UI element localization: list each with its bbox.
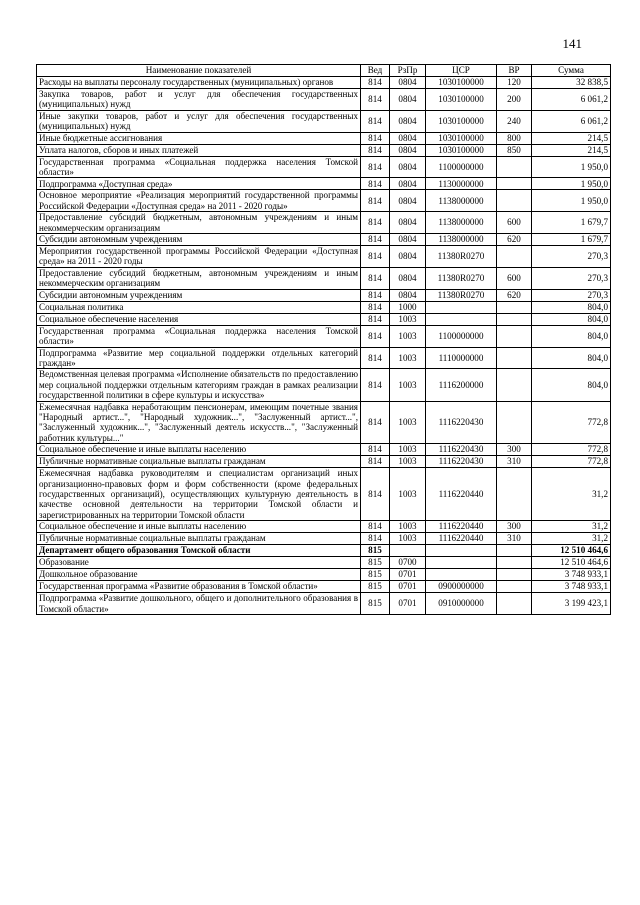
cell-csr: 1030100000 (426, 77, 497, 89)
cell-rzpr: 1003 (390, 533, 426, 545)
cell-rzpr: 1003 (390, 325, 426, 347)
cell-ved: 814 (361, 401, 390, 444)
cell-rzpr: 1003 (390, 521, 426, 533)
table-row (37, 156, 611, 178)
table-row (37, 178, 611, 190)
cell-ved: 814 (361, 190, 390, 212)
cell-ved: 814 (361, 246, 390, 268)
cell-sum: 31,2 (532, 533, 611, 545)
cell-name: Предоставление субсидий бюджетным, автономным учреждениям и иным некоммерческим организациям (37, 267, 361, 289)
table-row (37, 212, 611, 234)
cell-rzpr: 1003 (390, 313, 426, 325)
table-row (37, 533, 611, 545)
cell-csr: 1030100000 (426, 110, 497, 132)
cell-sum: 1 950,0 (532, 156, 611, 178)
cell-vr: 620 (497, 234, 532, 246)
table-row (37, 401, 611, 444)
table-row (37, 325, 611, 347)
table-row (37, 77, 611, 89)
cell-ved: 814 (361, 521, 390, 533)
cell-csr (426, 545, 497, 557)
table-row (37, 234, 611, 246)
cell-csr: 1100000000 (426, 325, 497, 347)
cell-rzpr: 1003 (390, 444, 426, 456)
cell-csr: 1116200000 (426, 369, 497, 401)
cell-name: Подпрограмма «Доступная среда» (37, 178, 361, 190)
cell-vr (497, 178, 532, 190)
cell-ved: 814 (361, 89, 390, 111)
cell-vr: 200 (497, 89, 532, 111)
cell-vr: 310 (497, 456, 532, 468)
cell-ved: 814 (361, 234, 390, 246)
header-csr: ЦСР (426, 65, 497, 77)
cell-rzpr: 0804 (390, 234, 426, 246)
cell-ved: 814 (361, 144, 390, 156)
cell-csr: 1030100000 (426, 132, 497, 144)
cell-sum: 772,8 (532, 444, 611, 456)
cell-name: Социальное обеспечение и иные выплаты населению (37, 521, 361, 533)
cell-ved: 814 (361, 132, 390, 144)
cell-csr: 1130000000 (426, 178, 497, 190)
cell-sum: 804,0 (532, 369, 611, 401)
cell-vr: 310 (497, 533, 532, 545)
cell-ved: 815 (361, 545, 390, 557)
cell-rzpr: 0804 (390, 289, 426, 301)
cell-name: Субсидии автономным учреждениям (37, 289, 361, 301)
cell-vr: 240 (497, 110, 532, 132)
table-row (37, 132, 611, 144)
table-row (37, 313, 611, 325)
cell-rzpr: 1003 (390, 468, 426, 521)
cell-name: Расходы на выплаты персоналу государственных (муниципальных) органов (37, 77, 361, 89)
cell-csr: 0910000000 (426, 593, 497, 615)
table-row (37, 301, 611, 313)
cell-rzpr: 0804 (390, 267, 426, 289)
cell-rzpr: 1003 (390, 401, 426, 444)
cell-sum: 270,3 (532, 267, 611, 289)
cell-name: Предоставление субсидий бюджетным, автономным учреждениям и иным некоммерческим организациям (37, 212, 361, 234)
cell-csr: 1138000000 (426, 234, 497, 246)
cell-sum: 270,3 (532, 246, 611, 268)
cell-csr: 11380R0270 (426, 246, 497, 268)
cell-ved: 814 (361, 77, 390, 89)
cell-sum: 1 950,0 (532, 190, 611, 212)
cell-sum: 12 510 464,6 (532, 557, 611, 569)
cell-sum: 3 199 423,1 (532, 593, 611, 615)
cell-name: Государственная программа «Развитие образования в Томской области» (37, 581, 361, 593)
cell-ved: 814 (361, 444, 390, 456)
table-row (37, 557, 611, 569)
cell-name: Социальное обеспечение и иные выплаты населению (37, 444, 361, 456)
table-row (37, 144, 611, 156)
cell-rzpr: 0804 (390, 144, 426, 156)
cell-sum: 31,2 (532, 521, 611, 533)
cell-rzpr: 0804 (390, 190, 426, 212)
cell-ved: 815 (361, 557, 390, 569)
cell-name: Ежемесячная надбавка руководителям и специалистам организаций иных организационно-правовых форм и форм собственности (кроме федеральных государственных организаций), осуществляющих культурную деятельность в качестве основной деятельности на территории Томской области и зарегистрированных на территории Томской области (37, 468, 361, 521)
cell-csr: 11380R0270 (426, 289, 497, 301)
cell-ved: 814 (361, 267, 390, 289)
cell-csr: 1116220440 (426, 533, 497, 545)
cell-sum: 214,5 (532, 144, 611, 156)
cell-rzpr: 0804 (390, 178, 426, 190)
cell-csr: 1110000000 (426, 347, 497, 369)
cell-rzpr: 1003 (390, 347, 426, 369)
cell-ved: 814 (361, 301, 390, 313)
table-row (37, 468, 611, 521)
header-rzpr: РзПр (390, 65, 426, 77)
table-header (37, 65, 611, 77)
table-row (37, 581, 611, 593)
cell-vr (497, 569, 532, 581)
cell-rzpr: 0804 (390, 89, 426, 111)
cell-ved: 815 (361, 569, 390, 581)
cell-csr: 1138000000 (426, 212, 497, 234)
table-row (37, 569, 611, 581)
cell-ved: 814 (361, 212, 390, 234)
cell-vr (497, 313, 532, 325)
cell-sum: 3 748 933,1 (532, 569, 611, 581)
cell-sum: 32 838,5 (532, 77, 611, 89)
table-row (37, 289, 611, 301)
cell-csr (426, 301, 497, 313)
cell-vr (497, 156, 532, 178)
cell-vr: 120 (497, 77, 532, 89)
cell-sum: 6 061,2 (532, 110, 611, 132)
cell-vr (497, 545, 532, 557)
table-row (37, 267, 611, 289)
cell-vr: 300 (497, 444, 532, 456)
cell-name: Иные бюджетные ассигнования (37, 132, 361, 144)
cell-name: Закупка товаров, работ и услуг для обеспечения государственных (муниципальных) нужд (37, 89, 361, 111)
table-row (37, 89, 611, 111)
cell-name: Подпрограмма «Развитие дошкольного, общего и дополнительного образования в Томской области» (37, 593, 361, 615)
table-row (37, 456, 611, 468)
cell-name: Подпрограмма «Развитие мер социальной поддержки отдельных категорий граждан» (37, 347, 361, 369)
cell-vr: 620 (497, 289, 532, 301)
cell-rzpr: 0701 (390, 593, 426, 615)
cell-vr (497, 593, 532, 615)
cell-csr: 1030100000 (426, 89, 497, 111)
cell-sum: 1 679,7 (532, 234, 611, 246)
cell-ved: 814 (361, 289, 390, 301)
cell-rzpr: 0804 (390, 132, 426, 144)
cell-sum: 804,0 (532, 325, 611, 347)
cell-sum: 3 748 933,1 (532, 581, 611, 593)
cell-name: Социальное обеспечение населения (37, 313, 361, 325)
cell-vr (497, 369, 532, 401)
cell-ved: 814 (361, 313, 390, 325)
budget-table (36, 64, 611, 615)
cell-vr (497, 325, 532, 347)
table-row (37, 347, 611, 369)
cell-name: Основное мероприятие «Реализация мероприятий государственной программы Российской Федерации «Доступная среда» на 2011 - 2020 годы» (37, 190, 361, 212)
cell-rzpr: 0804 (390, 246, 426, 268)
cell-rzpr: 0804 (390, 77, 426, 89)
cell-sum: 804,0 (532, 313, 611, 325)
cell-ved: 814 (361, 178, 390, 190)
cell-vr (497, 246, 532, 268)
cell-sum: 6 061,2 (532, 89, 611, 111)
cell-name: Ведомственная целевая программа «Исполнение обязательств по предоставлению мер социальной поддержки отдельным категориям граждан в рамках реализации государственной политики в сфере культуры и искусства» (37, 369, 361, 401)
cell-vr (497, 190, 532, 212)
cell-csr: 1116220430 (426, 444, 497, 456)
table-body (37, 77, 611, 615)
cell-rzpr: 0804 (390, 212, 426, 234)
table-row (37, 593, 611, 615)
cell-csr: 1030100000 (426, 144, 497, 156)
cell-vr: 300 (497, 521, 532, 533)
cell-sum: 214,5 (532, 132, 611, 144)
cell-rzpr: 0701 (390, 569, 426, 581)
cell-vr (497, 401, 532, 444)
header-name: Наименование показателей (37, 65, 361, 77)
cell-ved: 815 (361, 593, 390, 615)
cell-name: Иные закупки товаров, работ и услуг для обеспечения государственных (муниципальных) нужд (37, 110, 361, 132)
cell-ved: 814 (361, 110, 390, 132)
table-row (37, 545, 611, 557)
table-row (37, 521, 611, 533)
cell-sum: 1 679,7 (532, 212, 611, 234)
cell-sum: 12 510 464,6 (532, 545, 611, 557)
cell-name: Публичные нормативные социальные выплаты гражданам (37, 533, 361, 545)
cell-vr: 600 (497, 267, 532, 289)
cell-rzpr: 1003 (390, 456, 426, 468)
cell-ved: 815 (361, 581, 390, 593)
header-row (37, 65, 611, 77)
page-number: 141 (562, 36, 582, 51)
cell-rzpr: 0804 (390, 156, 426, 178)
cell-name: Департамент общего образования Томской области (37, 545, 361, 557)
cell-ved: 814 (361, 468, 390, 521)
cell-name: Дошкольное образование (37, 569, 361, 581)
cell-vr: 800 (497, 132, 532, 144)
cell-rzpr: 1000 (390, 301, 426, 313)
cell-csr: 0900000000 (426, 581, 497, 593)
header-ved: Вед (361, 65, 390, 77)
header-vr: ВР (497, 65, 532, 77)
cell-name: Субсидии автономным учреждениям (37, 234, 361, 246)
cell-vr (497, 557, 532, 569)
cell-name: Государственная программа «Социальная поддержка населения Томской области» (37, 325, 361, 347)
cell-ved: 814 (361, 533, 390, 545)
cell-csr: 1116220440 (426, 468, 497, 521)
cell-rzpr (390, 545, 426, 557)
cell-ved: 814 (361, 347, 390, 369)
cell-sum: 804,0 (532, 301, 611, 313)
cell-name: Публичные нормативные социальные выплаты гражданам (37, 456, 361, 468)
cell-name: Ежемесячная надбавка неработающим пенсионерам, имеющим почетные звания "Народный артист...", "Народный художник...", "Заслуженный артист...", "Заслуженный художник...", "Заслуженный деятель искусств...", "Заслуженный работник культуры..." (37, 401, 361, 444)
cell-sum: 1 950,0 (532, 178, 611, 190)
table-row (37, 110, 611, 132)
cell-rzpr: 0804 (390, 110, 426, 132)
table-row (37, 369, 611, 401)
cell-vr: 600 (497, 212, 532, 234)
cell-ved: 814 (361, 369, 390, 401)
header-sum: Сумма (532, 65, 611, 77)
cell-rzpr: 0700 (390, 557, 426, 569)
cell-ved: 814 (361, 156, 390, 178)
cell-ved: 814 (361, 456, 390, 468)
cell-rzpr: 0701 (390, 581, 426, 593)
cell-csr: 1100000000 (426, 156, 497, 178)
cell-sum: 270,3 (532, 289, 611, 301)
cell-csr: 1138000000 (426, 190, 497, 212)
cell-csr: 1116220430 (426, 456, 497, 468)
cell-name: Мероприятия государственной программы Российской Федерации «Доступная среда» на 2011 - 2020 годы (37, 246, 361, 268)
cell-vr: 850 (497, 144, 532, 156)
cell-name: Социальная политика (37, 301, 361, 313)
cell-name: Государственная программа «Социальная поддержка населения Томской области» (37, 156, 361, 178)
cell-rzpr: 1003 (390, 369, 426, 401)
cell-vr (497, 347, 532, 369)
cell-csr (426, 557, 497, 569)
cell-sum: 772,8 (532, 456, 611, 468)
cell-vr (497, 301, 532, 313)
cell-sum: 31,2 (532, 468, 611, 521)
cell-csr: 1116220430 (426, 401, 497, 444)
cell-csr (426, 569, 497, 581)
cell-sum: 804,0 (532, 347, 611, 369)
cell-vr (497, 581, 532, 593)
cell-name: Образование (37, 557, 361, 569)
cell-name: Уплата налогов, сборов и иных платежей (37, 144, 361, 156)
cell-csr (426, 313, 497, 325)
cell-sum: 772,8 (532, 401, 611, 444)
cell-csr: 1116220440 (426, 521, 497, 533)
table-row (37, 246, 611, 268)
cell-csr: 11380R0270 (426, 267, 497, 289)
table-row (37, 444, 611, 456)
table-row (37, 190, 611, 212)
cell-vr (497, 468, 532, 521)
cell-ved: 814 (361, 325, 390, 347)
